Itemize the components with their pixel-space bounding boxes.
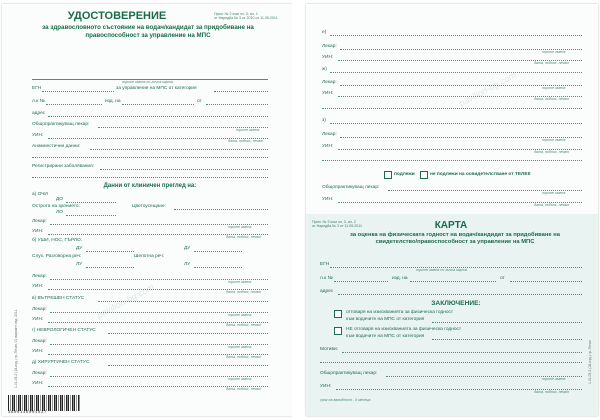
du-field-2[interactable] <box>194 251 242 252</box>
egn-label: ЕГН <box>32 86 42 91</box>
category-field[interactable] <box>214 91 268 92</box>
names-note: трите имена по лична карта <box>122 80 173 84</box>
extra-line-2[interactable] <box>322 160 582 161</box>
color-field[interactable] <box>174 209 268 210</box>
card-gp-label: Общопрактикуващ лекар: <box>320 371 378 376</box>
fit-label: подлежи <box>394 172 415 177</box>
uin-ent-note: дата, подпис, печат <box>226 290 262 294</box>
do-label: ДО <box>56 197 63 202</box>
du-label: ДУ <box>76 246 83 251</box>
whisper-label: Шепотна реч: <box>134 254 165 259</box>
gp-sign-note: дата, подпис, печат <box>228 139 264 143</box>
doctor-eyes-note: трите имена <box>228 225 252 229</box>
issued-field[interactable] <box>122 104 194 105</box>
from-label: от <box>197 99 202 104</box>
uin-neuro-label: УИН: <box>32 349 44 354</box>
barcode-number: 3800146001427 <box>8 411 48 415</box>
not-meets-label: НЕ отговаря на изискванията за физическа годност <box>346 327 462 332</box>
do-field[interactable] <box>66 202 116 203</box>
uin-right-label: УИН: <box>322 197 334 202</box>
vision-label: Острота на зрението: <box>32 204 80 209</box>
anamnesis-field-2[interactable] <box>32 157 268 158</box>
doctor-e-label: Лекар: <box>322 44 337 49</box>
ent-label: б) УШИ, НОС, ГЪРЛО: <box>32 238 83 243</box>
side-print-code: 1.01.05-2 (18-изд.) гр. Печат, 01 вариант изд. 2011 <box>14 309 18 388</box>
doctor-zh-note: трите имена <box>542 86 566 90</box>
fit-checkbox[interactable] <box>384 171 392 179</box>
certificate-title: УДОСТОВЕРЕНИЕ <box>67 10 167 22</box>
appendix-line: Прил. № 2 към чл. 3, ал. 1 <box>214 12 258 16</box>
anamnesis-field[interactable] <box>90 149 268 150</box>
card-from-field[interactable] <box>510 281 582 282</box>
id-card-label: л.к № <box>32 99 45 104</box>
issued-label: изд. на <box>105 99 121 104</box>
surgical-status-label: д) ХИРУРГИЧЕН СТАТУС <box>32 360 90 365</box>
uin-neuro-note: дата, подпис, печат <box>226 355 262 359</box>
uin-right-note: дата, подпис, печат <box>534 203 570 207</box>
diseases-field-2[interactable] <box>32 177 268 178</box>
card-uin-note: дата, подпис, печат <box>534 390 570 394</box>
not-meets-category-label: към водачите на МПС от категория <box>346 334 425 339</box>
card-ordinance-line: от Наредба № 3 от 11.05.2011 <box>312 224 363 228</box>
diseases-label: Регистрирани заболявания: <box>32 164 95 169</box>
card-issued-field[interactable] <box>410 281 496 282</box>
doctor-neuro-note: трите имена <box>228 345 252 349</box>
appendix-ref <box>214 12 288 20</box>
category-label: за управление на МПС от категория <box>116 86 197 91</box>
color-label: Цветоусещане: <box>132 204 166 209</box>
card-id-field[interactable] <box>334 281 388 282</box>
card-address-field[interactable] <box>338 294 582 295</box>
card-address-label: адрес <box>320 289 334 294</box>
anamnesis-label: Анамнестични данни: <box>32 144 81 149</box>
doctor-neuro-label: Лекар: <box>32 339 47 344</box>
gp-label: Общопрактикуващ лекар: <box>32 122 90 127</box>
motives-label: Мотиви: <box>320 347 339 352</box>
meets-category-field[interactable] <box>432 322 582 323</box>
doctor-z-note: трите имена <box>542 138 566 142</box>
uin-int-label: УИН: <box>32 317 44 322</box>
conclusion-heading: ЗАКЛЮЧЕНИЕ: <box>431 300 481 307</box>
doctor-ent-label: Лекар: <box>32 274 47 279</box>
uin-surg-label: УИН: <box>32 381 44 386</box>
uin-zh-label: УИН: <box>322 91 334 96</box>
doctor-int-label: Лекар: <box>32 307 47 312</box>
card-gp-note: трите имена <box>542 377 566 381</box>
card-subtitle: за оценка на физическата годност на водач/кандидат за придобиване на свидетелство/правоспособност за управление на МПС <box>350 232 560 245</box>
doctor-e-note: трите имена <box>542 50 566 54</box>
section-zh-label: ж) <box>322 67 327 72</box>
du-label-2: ДУ <box>184 246 191 251</box>
doctor-ent-note: трите имена <box>228 280 252 284</box>
gp-right-note: трите имена <box>542 191 566 195</box>
doctor-int-note: трите имена <box>228 313 252 317</box>
not-fit-label: не подлежи на освидетелстване от ТЕЛЕК <box>430 172 531 177</box>
lo-field[interactable] <box>66 215 116 216</box>
address-field[interactable] <box>48 116 268 117</box>
card-sheet <box>306 4 598 416</box>
certificate-subtitle: за здравословното състояние на водач/кандидат за придобиване на правоспособност за управление на МПС <box>42 24 254 39</box>
not-fit-checkbox[interactable] <box>420 171 428 179</box>
card-block <box>306 214 598 416</box>
du-field[interactable] <box>86 251 134 252</box>
address-label: адрес <box>32 111 46 116</box>
uin-z-note: дата, подпис, печат <box>534 150 570 154</box>
meets-category-label: към водачите на МПС от категория <box>346 317 425 322</box>
card-uin-label: УИН: <box>320 384 332 389</box>
from-field[interactable] <box>206 104 268 105</box>
validity-note: срок на валидност - 6 месеца <box>320 398 371 402</box>
card-names-note: трите имена по лична карта <box>416 268 467 272</box>
card-id-label: л.к № <box>320 276 333 281</box>
card-appendix-line: Прил. № 3 към чл. 3, ал. 2 <box>312 220 356 224</box>
section-e-field[interactable] <box>330 35 582 36</box>
sheet-gap <box>292 0 306 420</box>
speech-label: Слух. Разговорна реч: <box>32 254 82 259</box>
uin-label: УИН: <box>32 133 44 138</box>
doctor-z-label: Лекар: <box>322 132 337 137</box>
doctor-surg-label: Лекар: <box>32 371 47 376</box>
section-z-label: з) <box>322 118 326 123</box>
uin-zh-note: дата, подпис, печат <box>534 97 570 101</box>
diseases-field[interactable] <box>100 169 268 170</box>
barcode <box>8 395 80 411</box>
doctor-eyes-label: Лекар: <box>32 219 47 224</box>
uin-eyes-label: УИН: <box>32 229 44 234</box>
card-title: КАРТА <box>434 220 468 231</box>
gp-names-note: трите имена <box>236 128 260 132</box>
not-meets-category-field[interactable] <box>432 339 582 340</box>
gp-label-right: Общопрактикуващ лекар: <box>322 185 380 190</box>
motives-field-2[interactable] <box>320 362 582 363</box>
lu-field[interactable] <box>86 267 134 268</box>
neuro-status-field[interactable] <box>108 333 268 334</box>
meets-checkbox[interactable] <box>334 310 342 318</box>
motives-field[interactable] <box>342 352 582 353</box>
uin-z-label: УИН: <box>322 144 334 149</box>
card-issued-label: изд. на <box>392 276 408 281</box>
card-side-code: 1.01.05-2 (18-изд.) гр. Печат <box>588 339 592 384</box>
meets-label: отговаря на изискванията за физическа годност <box>346 310 454 315</box>
uin-surg-note: дата, подпис, печат <box>226 387 262 391</box>
clinical-heading: Данни от клиничен преглед на: <box>103 183 197 189</box>
watermark-right: pavilion-bg.com <box>457 69 518 109</box>
uin-eyes-note: дата, подпис, печат <box>226 235 262 239</box>
lu-label-2: ЛУ <box>184 262 191 267</box>
section-e-label: е) <box>322 30 327 35</box>
doctor-surg-note: трите имена <box>228 377 252 381</box>
ordinance-line: от Наредба № 3 от 2010 от 11.05.2011 <box>214 16 278 20</box>
uin-e-label: УИН: <box>322 55 334 60</box>
surgical-status-field[interactable] <box>108 365 268 366</box>
card-egn-label: ЕГН <box>320 262 330 267</box>
watermark: pavilion-bg.com <box>95 281 156 321</box>
id-card-field[interactable] <box>46 104 102 105</box>
eyes-label: а) ОЧИ <box>32 192 48 197</box>
card-from-label: от <box>500 276 505 281</box>
internal-status-label: в) ВЪТРЕШЕН СТАТУС <box>32 296 85 301</box>
certificate-sheet <box>2 4 292 416</box>
doctor-zh-label: Лекар: <box>322 80 337 85</box>
lo-label: ЛО <box>56 210 63 215</box>
card-appendix <box>312 220 402 228</box>
section-zh-field[interactable] <box>330 72 582 73</box>
uin-e-note: дата, подпис, печат <box>534 61 570 65</box>
egn-field[interactable] <box>42 91 114 92</box>
lu-label: ЛУ <box>76 262 83 267</box>
uin-ent-label: УИН: <box>32 284 44 289</box>
not-meets-checkbox[interactable] <box>334 327 342 335</box>
uin-int-note: дата, подпис, печат <box>226 323 262 327</box>
lu-field-2[interactable] <box>194 267 242 268</box>
neuro-status-label: г) НЕВРОЛОГИЧЕН СТАТУС <box>32 328 96 333</box>
section-z-field[interactable] <box>330 123 582 124</box>
extra-line-1[interactable] <box>322 108 582 109</box>
